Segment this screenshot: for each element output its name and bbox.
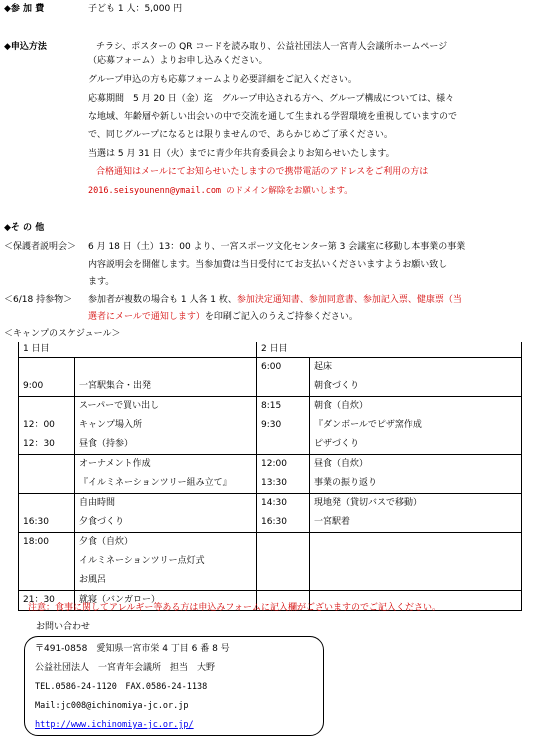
- contact-website-link[interactable]: http://www.ichinomiya-jc.or.jp/: [35, 720, 194, 730]
- time: 12：30: [23, 439, 55, 449]
- activity: 『イルミネーションツリー組み立て』: [79, 478, 232, 488]
- application-red-line: 合格通知はメールにてお知らせいたしますので携帯電話のアドレスをご利用の方は: [96, 167, 429, 177]
- activity: 就寝（バンガロー）: [79, 595, 161, 605]
- time: 18:00: [23, 537, 49, 547]
- contact-address: 〒491-0858 愛知県一宮市栄 4 丁目 6 番 8 号: [35, 644, 230, 654]
- activity: 昼食（持参）: [79, 439, 134, 449]
- activity: お風呂: [79, 575, 107, 585]
- activity: イルミネーションツリー点灯式: [79, 556, 205, 566]
- other-heading: ◆そ の 他: [4, 223, 45, 233]
- contact-phone: TEL.0586-24-1120 FAX.0586-24-1138: [35, 682, 208, 692]
- time: 9:00: [23, 381, 44, 391]
- time: 12:00: [261, 459, 287, 469]
- time: 13:30: [261, 478, 287, 488]
- time: 9:30: [261, 420, 282, 430]
- allergy-notice: 注意：食事に関してアレルギー等ある方は申込みフォームに記入欄がございますのでご記入ください。: [28, 603, 441, 613]
- briefing-line: 内容説明会を開催します。当参加費は当日受付にてお支払いくださいますようお願い致し: [88, 260, 448, 270]
- application-heading: ◆申込方法: [4, 42, 47, 52]
- table-row: [19, 455, 522, 494]
- activity: 昼食（自炊）: [314, 459, 369, 469]
- participation-heading: ◆参 加 費: [4, 4, 45, 14]
- contact-heading: お問い合わせ: [36, 622, 91, 632]
- table-row: [19, 358, 522, 397]
- activity: 起床: [314, 362, 333, 372]
- items-text: 参加者が複数の場合も 1 人各 1 枚、: [88, 295, 237, 305]
- items-line1: [88, 294, 462, 306]
- schedule-table: [18, 342, 522, 611]
- activity: 朝食（自炊）: [314, 401, 369, 411]
- activity: 自由時間: [79, 498, 116, 508]
- activity: 『ダンボールでピザ窯作成: [314, 420, 422, 430]
- time: 12：00: [23, 420, 55, 430]
- application-line: チラシ、ポスターの QR コードを読み取り、公益社団法人一宮青人会議所ホームページ: [96, 42, 448, 52]
- items-required-docs: 参加決定通知書、参加同意書、参加記入票、健康票（当: [236, 295, 462, 305]
- application-line: 当選は 5 月 31 日（火）までに青少年共育委員会よりお知らせいたします。: [88, 149, 395, 159]
- schedule-header-row: [19, 342, 522, 358]
- activity: ピザづくり: [314, 439, 360, 449]
- items-line2: [88, 311, 358, 323]
- contact-box: [24, 636, 324, 736]
- schedule-label: ＜キャンプのスケジュール＞: [4, 329, 121, 339]
- table-row: [19, 397, 522, 455]
- activity: 現地発（貸切バスで移動）: [314, 498, 423, 508]
- contact-email: Mail:jc008@ichinomiya-jc.or.jp: [35, 701, 189, 711]
- activity: キャンプ場入所: [79, 420, 143, 430]
- activity: 夕食づくり: [79, 517, 125, 527]
- items-label: ＜6/18 持参物＞: [4, 295, 73, 305]
- activity: 朝食づくり: [314, 381, 360, 391]
- application-line: （応募フォーム）よりお申し込みください。: [88, 56, 268, 66]
- day1-header: 1 日目: [23, 344, 50, 354]
- participation-fee: 子ども 1 人：5,000 円: [88, 4, 183, 14]
- items-required-docs-cont: 選者にメールで通知します）: [88, 312, 205, 322]
- time: 16:30: [261, 517, 287, 527]
- items-text: を印刷ご記入のうえご持参ください。: [204, 312, 358, 322]
- time: 14:30: [261, 498, 287, 508]
- application-line: 応募期間 5 月 20 日（金）迄 グループ申込される方へ、グループ構成については、様々: [88, 94, 455, 104]
- time: 21：30: [23, 595, 55, 605]
- time: 16:30: [23, 517, 49, 527]
- application-line: で、同じグループになるとは限りませんので、あらかじめご了承ください。: [88, 130, 393, 140]
- application-line: な地域、年齢層や新しい出会いの中で交流を通して生まれる学習環境を重視していますので: [88, 112, 458, 122]
- table-row: [19, 533, 522, 591]
- application-red-line: 2016.seisyounenn@ymail.com のドメイン解除をお願いします。: [88, 186, 353, 196]
- activity: 事業の振り返り: [314, 478, 378, 488]
- activity: 夕食（自炊）: [79, 537, 134, 547]
- activity: スーパーで買い出し: [79, 401, 160, 411]
- table-row: [19, 494, 522, 533]
- activity: 一宮駅集合・出発: [79, 381, 152, 391]
- briefing-line: 6 月 18 日（土）13：00 より、一宮スポーツ文化センター第 3 会議室に移動し本事業の事業: [88, 242, 466, 252]
- time: 8:15: [261, 401, 282, 411]
- activity: オーナメント作成: [79, 459, 151, 469]
- briefing-line: ます。: [88, 277, 115, 287]
- day2-header: 2 日目: [261, 344, 288, 354]
- time: 6:00: [261, 362, 282, 372]
- briefing-label: ＜保護者説明会＞: [4, 242, 77, 252]
- activity: 一宮駅着: [314, 517, 351, 527]
- contact-organization: 公益社団法人 一宮青年会議所 担当 大野: [35, 663, 216, 673]
- application-line: グループ申込の方も応募フォームより必要詳細をご記入ください。: [88, 75, 357, 85]
